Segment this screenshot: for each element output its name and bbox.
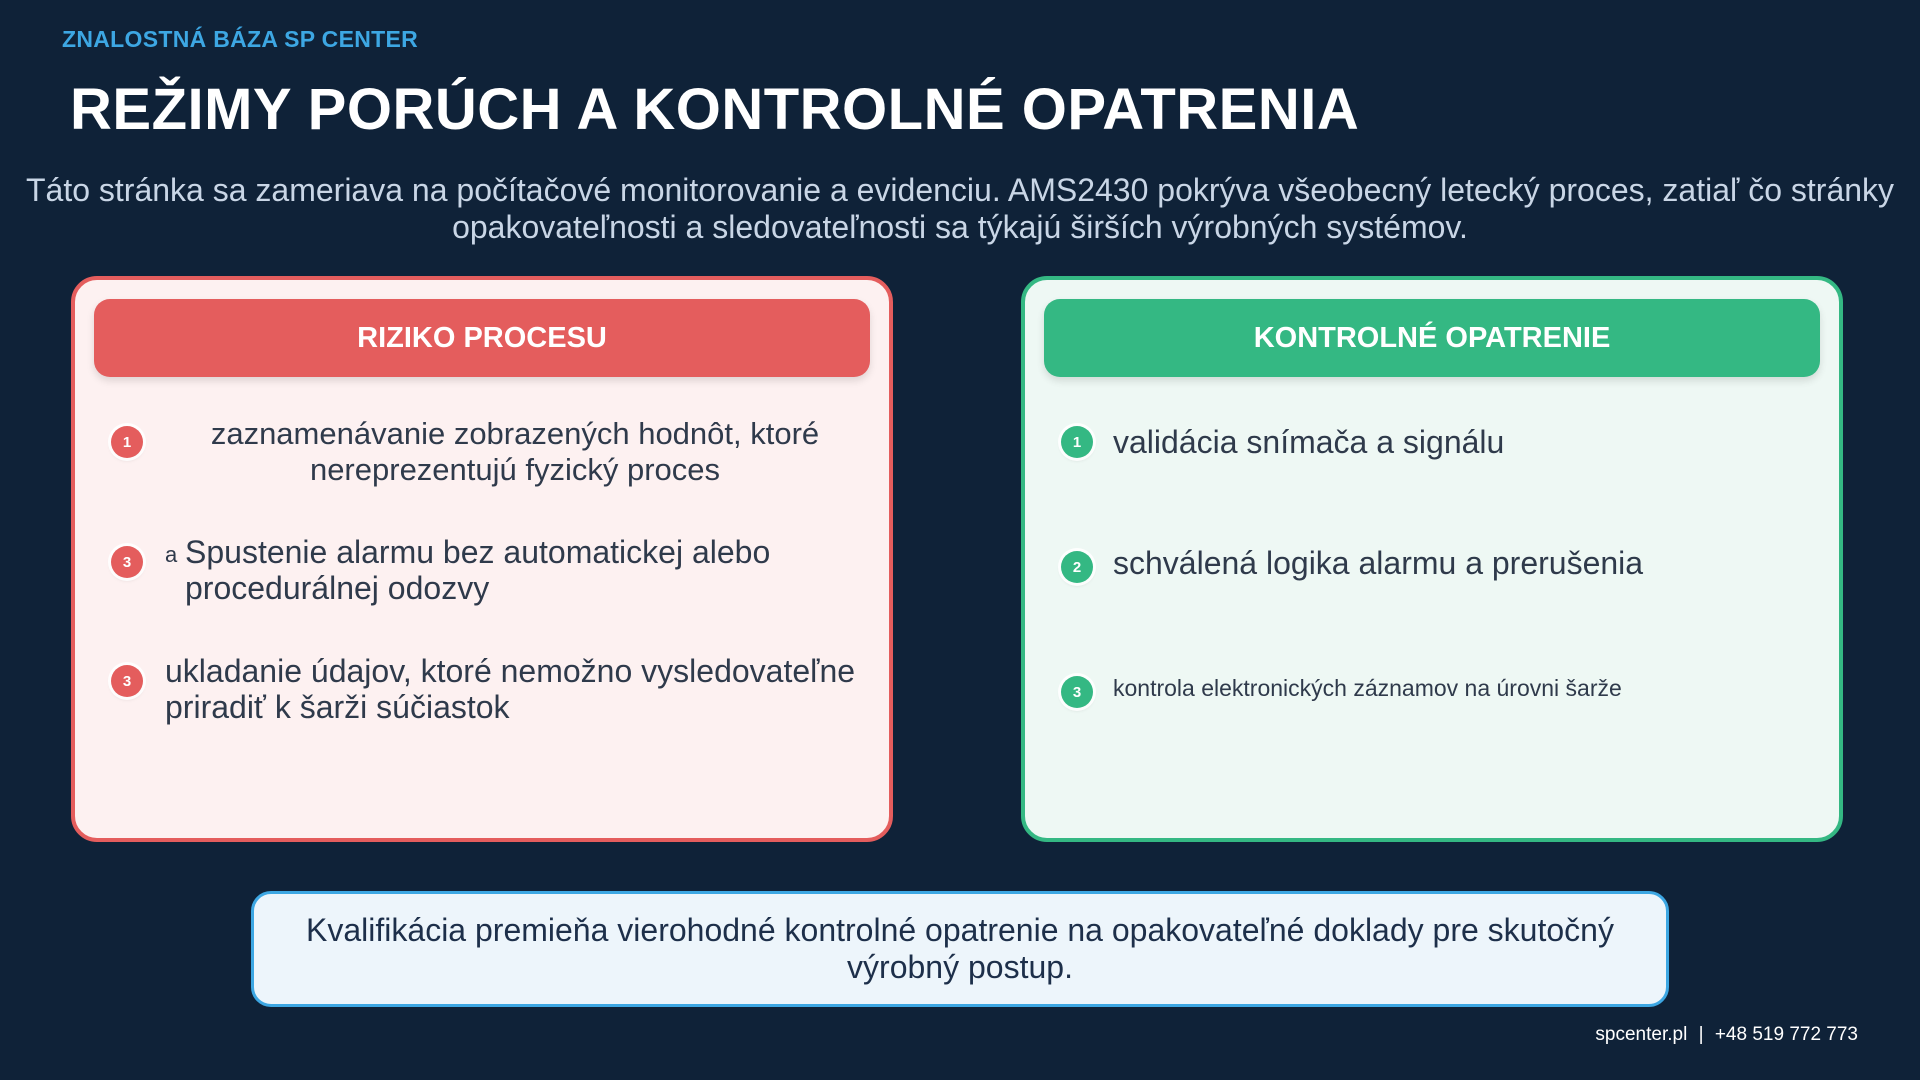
control-item-text: schválená logika alarmu a prerušenia xyxy=(1113,545,1644,581)
contact-separator: | xyxy=(1698,1024,1704,1045)
number-badge-icon: 3 xyxy=(1061,676,1093,708)
control-item-text: kontrola elektronických záznamov na úrovni šarže xyxy=(1113,675,1622,701)
risk-item-text: ukladanie údajov, ktoré nemožno vysledovateľne priradiť k šarži súčiastok xyxy=(165,653,856,725)
risk-item-text: zaznamenávanie zobrazených hodnôt, ktoré nereprezentujú fyzický proces xyxy=(210,416,820,487)
page-subtitle: Táto stránka sa zameriava na počítačové monitorovanie a evidenciu. AMS2430 pokrýva všeobecný letecký proces, zatiaľ čo stránky opakovateľnosti a sledovateľnosti sa týkajú širších výrobných systémov. xyxy=(25,172,1895,245)
contact-info xyxy=(1595,1024,1858,1046)
risk-panel xyxy=(71,276,893,842)
control-panel-header: KONTROLNÉ OPATRENIE xyxy=(1044,299,1820,377)
risk-item-prefix: a xyxy=(165,542,178,567)
control-panel xyxy=(1021,276,1843,842)
number-badge-icon: 3 xyxy=(111,665,143,697)
number-badge-icon: 1 xyxy=(1061,426,1093,458)
control-item-text: validácia snímača a signálu xyxy=(1113,424,1505,460)
number-badge-icon: 2 xyxy=(1061,551,1093,583)
number-badge-icon: 3 xyxy=(111,546,143,578)
number-badge-icon: 1 xyxy=(111,426,143,458)
summary-note: Kvalifikácia premieňa vierohodné kontrolné opatrenie na opakovateľné doklady pre skutočný výrobný postup. xyxy=(251,891,1669,1007)
risk-item-text: Spustenie alarmu bez automatickej alebo procedurálnej odozvy xyxy=(185,534,771,606)
phone-number: +48 519 772 773 xyxy=(1714,1024,1858,1045)
kicker-label: ZNALOSTNÁ BÁZA SP CENTER xyxy=(62,26,419,52)
website-link[interactable]: spcenter.pl xyxy=(1595,1024,1688,1045)
risk-panel-header: RIZIKO PROCESU xyxy=(94,299,870,377)
page-title: REŽIMY PORÚCH A KONTROLNÉ OPATRENIA xyxy=(70,77,1360,142)
